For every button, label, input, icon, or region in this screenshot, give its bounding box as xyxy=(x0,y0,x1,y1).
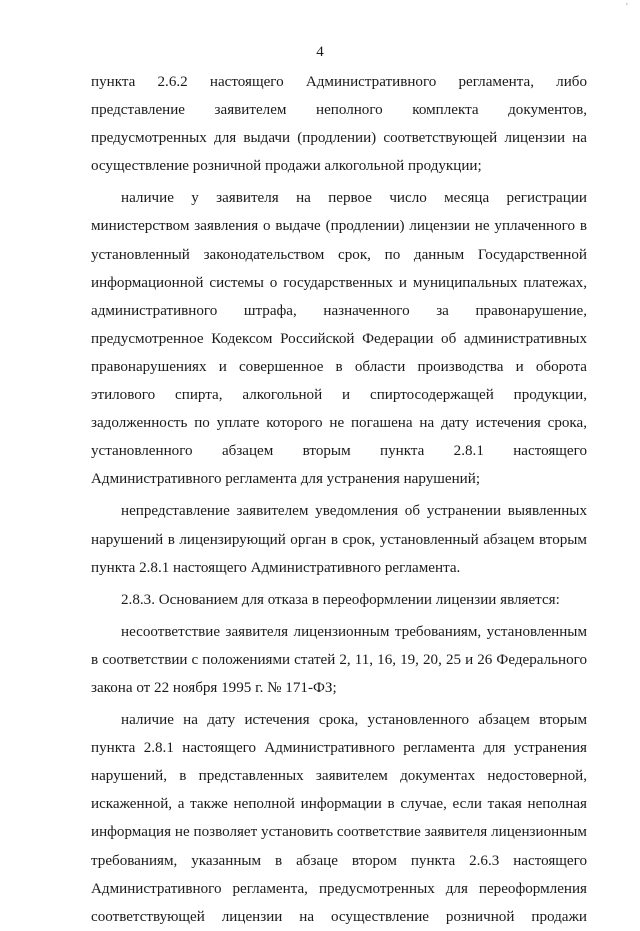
paragraph-noncompliance: несоответствие заявителя лицензионным требованиям, установленным в соответствии с положениями статей 2, 11, 16, 19, 20, 25 и 26 Федерального закона от 22 ноября 1995 г. № 171-ФЗ; xyxy=(91,623,587,696)
scan-artifact-mark: ' xyxy=(626,2,628,13)
paragraph-continuation: пункта 2.6.2 настоящего Административного регламента, либо представление заявителем неполного комплекта документов, предусмотренных для выдачи (продлении) соответствующей лицензии на осуществление розничной продажи алкогольной продукции; xyxy=(91,74,587,175)
page-number: 4 xyxy=(316,44,324,60)
paragraph-no-notification: непредставление заявителем уведомления об устранении выявленных нарушений в лицензирующий орган в срок, установленный абзацем вторым пункта 2.8.1 настоящего Административного регламента. xyxy=(91,503,587,576)
paragraph-fine-unpaid: наличие у заявителя на первое число месяца регистрации министерством заявления о выдаче (продлении) лицензии не уплаченного в установленный законодательством срок, по данным Государственной информационной системы о государственных и муниципальных платежах, административного штрафа, назначенного за правонарушение, предусмотренное Кодексом Российской Федерации об административных правонарушениях и совершенное в области производства и оборота этилового спирта, алкогольной и спиртосодержащей продукции, задолженность по уплате которого не погашена на дату истечения срока, установленного абзацем вторым пункта 2.8.1 настоящего Административного регламента для устранения нарушений; xyxy=(91,190,587,488)
paragraph-false-information: наличие на дату истечения срока, установленного абзацем вторым пункта 2.8.1 настоящего Административного регламента для устранения нарушений, в представленных заявителем документах недостоверной, искаженной, а также неполной информации в случае, если такая неполная информация не позволяет установить соответствие заявителя лицензионным требованиям, указанным в абзаце втором пункта 2.6.3 настоящего Административного регламента, предусмотренных для переоформления соответствующей лицензии на осуществление розничной продажи xyxy=(91,712,587,925)
paragraph-section-2-8-3: 2.8.3. Основанием для отказа в переоформлении лицензии является: xyxy=(121,591,560,608)
document-body xyxy=(91,68,587,931)
